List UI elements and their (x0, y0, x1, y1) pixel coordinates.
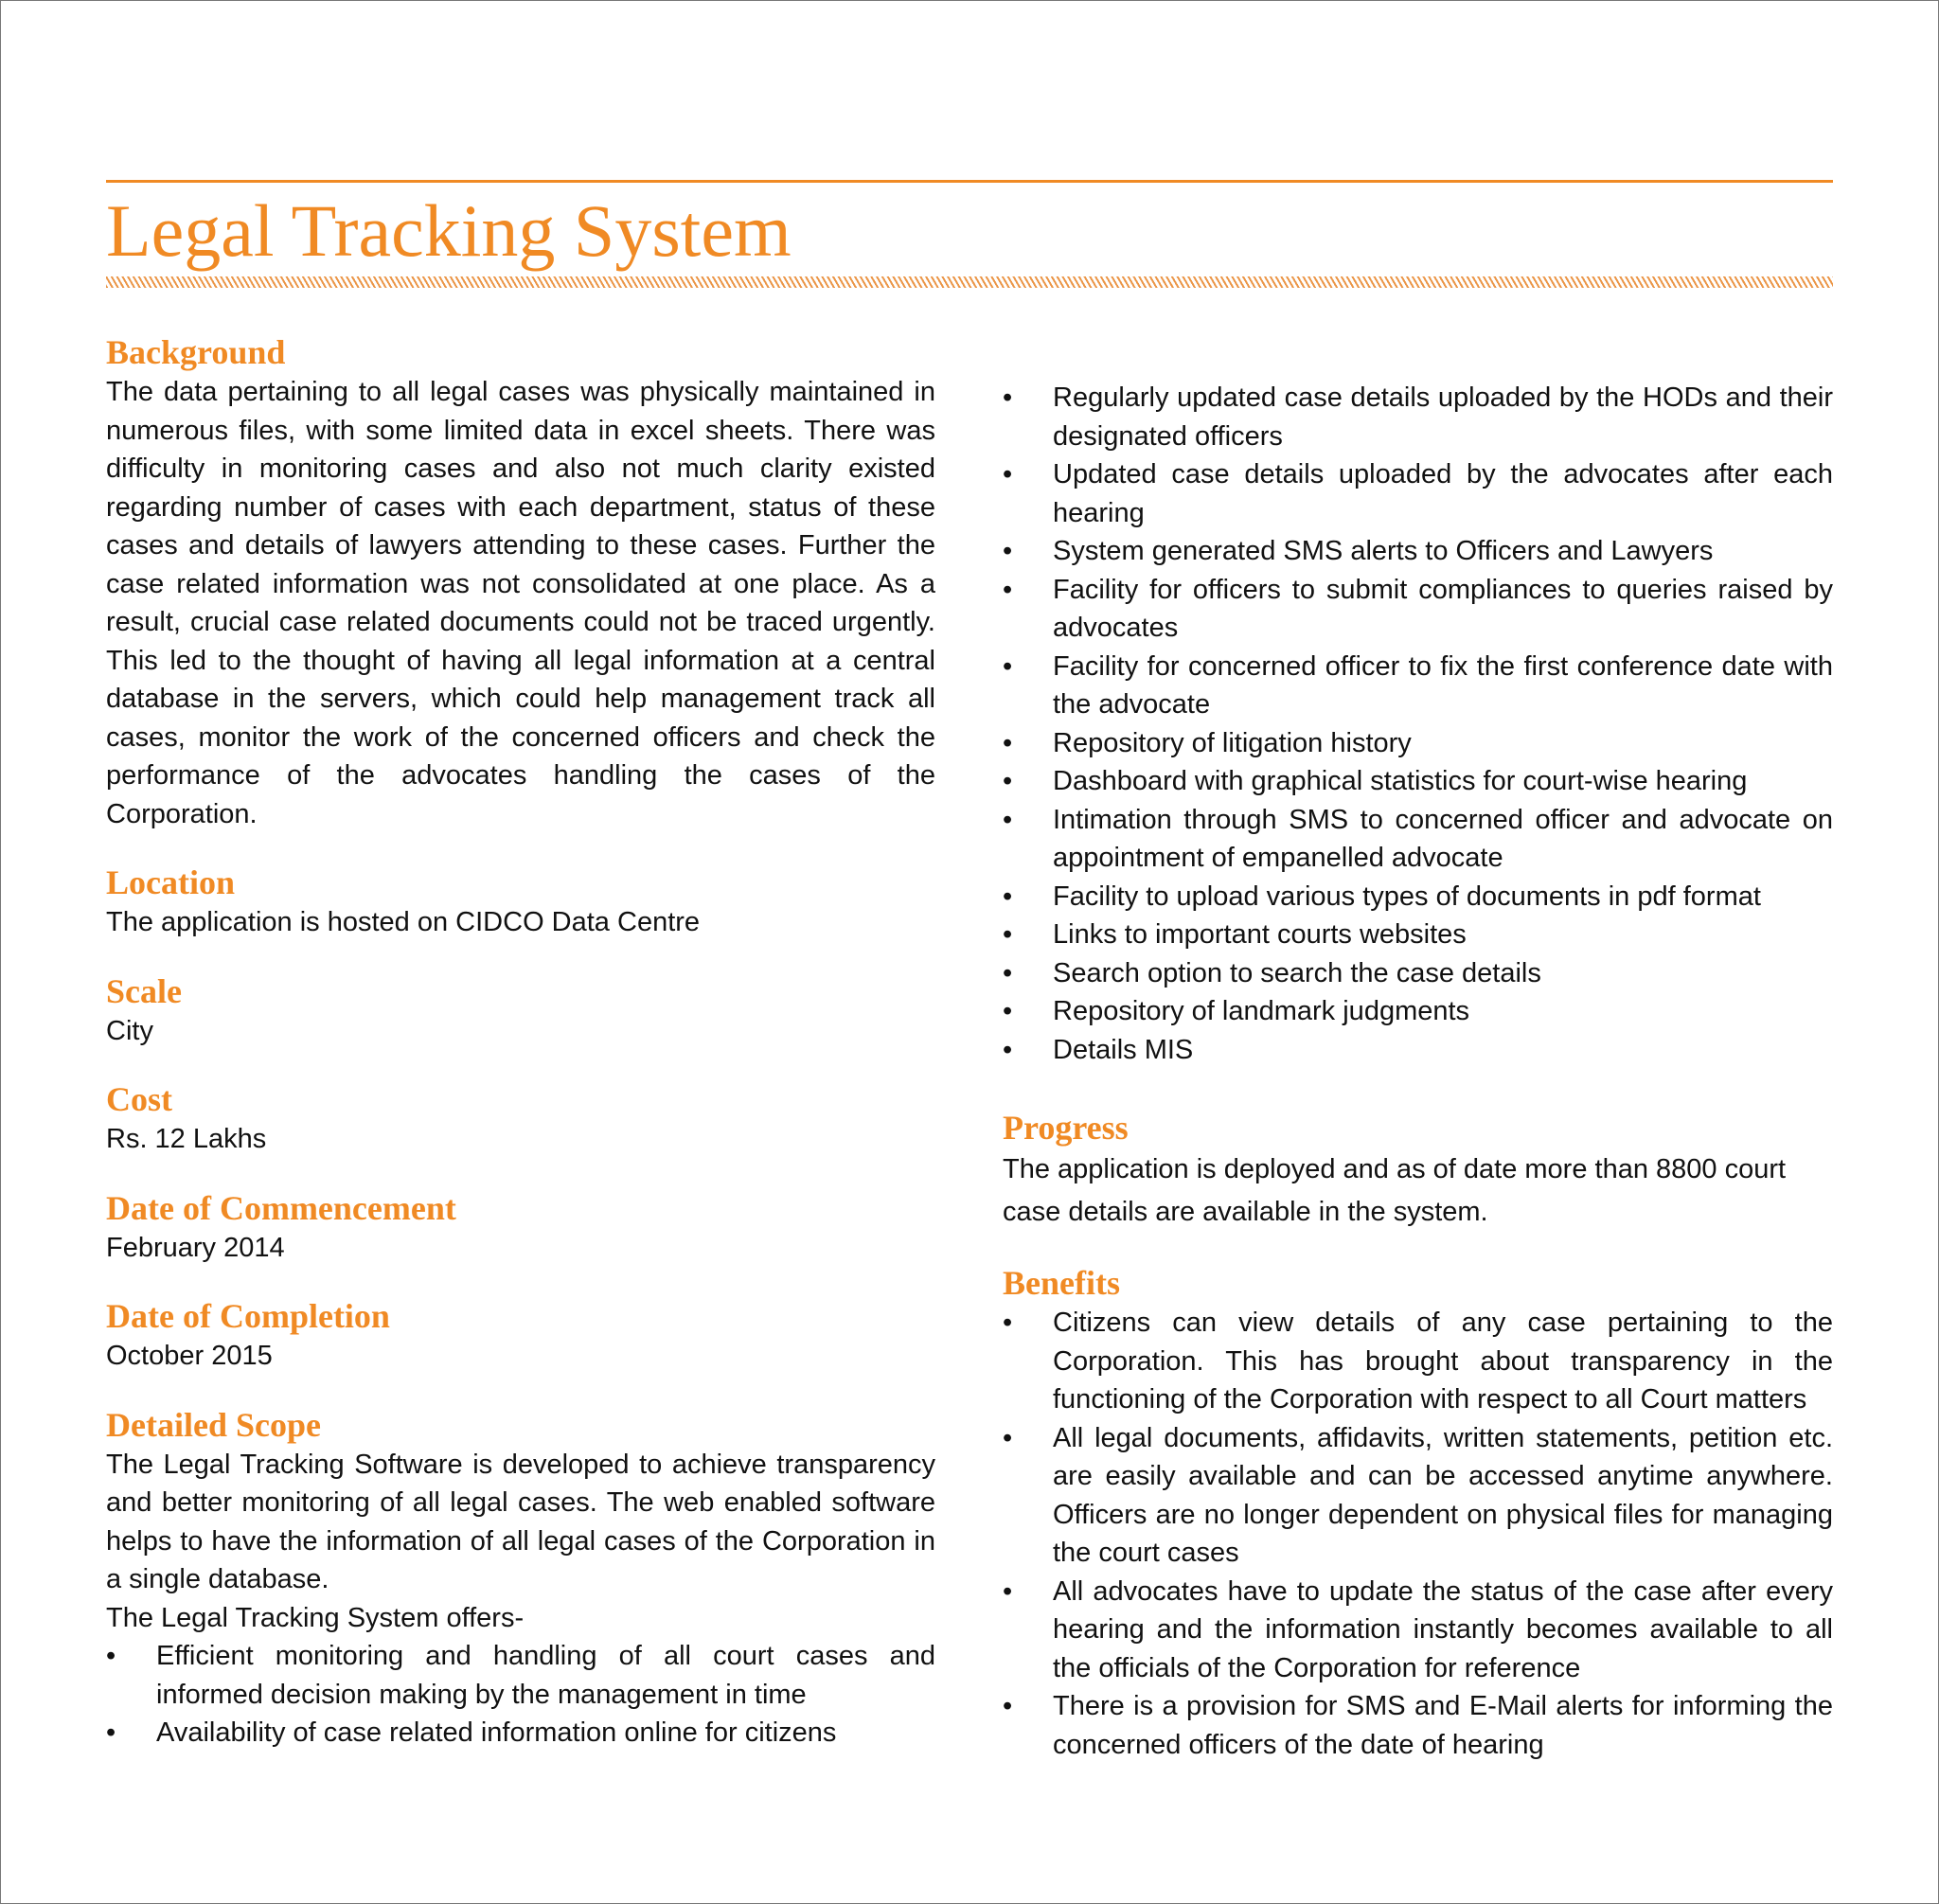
scope-offers-intro: The Legal Tracking System offers- (106, 1602, 525, 1633)
completion-heading: Date of Completion (106, 1297, 390, 1335)
progress-text: The application is deployed and as of date more than 8800 court case details are available in the system. (1003, 1154, 1787, 1227)
scope-list-right (1003, 379, 1833, 1069)
section-background (106, 331, 935, 833)
list-item: • Facility for officers to submit compliances to queries raised by advocates (1003, 571, 1833, 648)
list-item: • Citizens can view details of any case pertaining to the Corporation. This has brought about transparency in the functioning of the Corporation with respect to all Court matters (1003, 1304, 1833, 1419)
scale-text: City (106, 1015, 153, 1046)
background-text: The data pertaining to all legal cases was physically maintained in numerous files, with some limited data in excel sheets. There was difficulty in monitoring cases and also not much clarity existed regarding number of cases with each department, status of these cases and details of lawyers attending to these cases. Further the case related information was not consolidated at one place. As a result, crucial case related documents could not be traced urgently. This led to the thought of having all legal information at a central database in the servers, which could help management track all cases, monitor the work of the concerned officers and check the performance of the advocates handling the cases of the Corporation. (106, 377, 935, 829)
page-title: Legal Tracking System (106, 189, 792, 272)
cost-text: Rs. 12 Lakhs (106, 1124, 267, 1154)
list-item: • Intimation through SMS to concerned officer and advocate on appointment of empanelled advocate (1003, 801, 1833, 878)
list-item: • Details MIS (1003, 1031, 1833, 1070)
list-item: • Links to important courts websites (1003, 916, 1833, 954)
scope-text: The Legal Tracking Software is developed to achieve transparency and better monitoring of all legal cases. The web enabled software helps to have the information of all legal cases of the Corporation in a single database. (106, 1449, 935, 1594)
completion-text: October 2015 (106, 1341, 273, 1371)
section-location (106, 862, 935, 942)
section-scale (106, 970, 935, 1051)
list-item: • Repository of landmark judgments (1003, 992, 1833, 1031)
list-item: • System generated SMS alerts to Officers and Lawyers (1003, 532, 1833, 571)
section-progress (1003, 1107, 1833, 1234)
right-column (1003, 379, 1833, 1792)
spacer (1003, 1069, 1833, 1107)
commencement-heading: Date of Commencement (106, 1188, 456, 1227)
list-item: • Updated case details uploaded by the advocates after each hearing (1003, 455, 1833, 532)
scope-heading: Detailed Scope (106, 1405, 321, 1444)
scope-list-left (106, 1637, 935, 1753)
list-item: • Availability of case related information online for citizens (106, 1714, 935, 1753)
list-item: • Search option to search the case details (1003, 954, 1833, 993)
title-underline-hatch (106, 276, 1833, 288)
section-completion (106, 1295, 935, 1376)
list-item: • Regularly updated case details uploaded by the HODs and their designated officers (1003, 379, 1833, 455)
commencement-text: February 2014 (106, 1232, 285, 1263)
scale-heading: Scale (106, 971, 182, 1010)
background-heading: Background (106, 333, 286, 371)
list-item: • All advocates have to update the status of the case after every hearing and the information instantly becomes available to all the officials of the Corporation for reference (1003, 1573, 1833, 1688)
section-scope (106, 1404, 935, 1753)
list-item: • Efficient monitoring and handling of all court cases and informed decision making by the management in time (106, 1637, 935, 1714)
list-item: • There is a provision for SMS and E-Mail alerts for informing the concerned officers of the date of hearing (1003, 1687, 1833, 1764)
list-item: • Facility to upload various types of documents in pdf format (1003, 878, 1833, 916)
list-item: • Dashboard with graphical statistics for court-wise hearing (1003, 762, 1833, 801)
section-commencement (106, 1187, 935, 1268)
location-text: The application is hosted on CIDCO Data Centre (106, 907, 701, 937)
list-item: • Repository of litigation history (1003, 724, 1833, 763)
location-heading: Location (106, 863, 236, 901)
section-benefits (1003, 1262, 1833, 1764)
top-rule (106, 180, 1833, 183)
section-cost (106, 1078, 935, 1159)
left-column (106, 331, 935, 1781)
progress-heading: Progress (1003, 1109, 1129, 1147)
benefits-list (1003, 1304, 1833, 1764)
cost-heading: Cost (106, 1080, 172, 1118)
list-item: • Facility for concerned officer to fix the first conference date with the advocate (1003, 648, 1833, 724)
list-item: • All legal documents, affidavits, written statements, petition etc. are easily available and can be accessed anytime anywhere. Officers are no longer dependent on physical files for managing the court cases (1003, 1419, 1833, 1573)
benefits-heading: Benefits (1003, 1264, 1120, 1302)
